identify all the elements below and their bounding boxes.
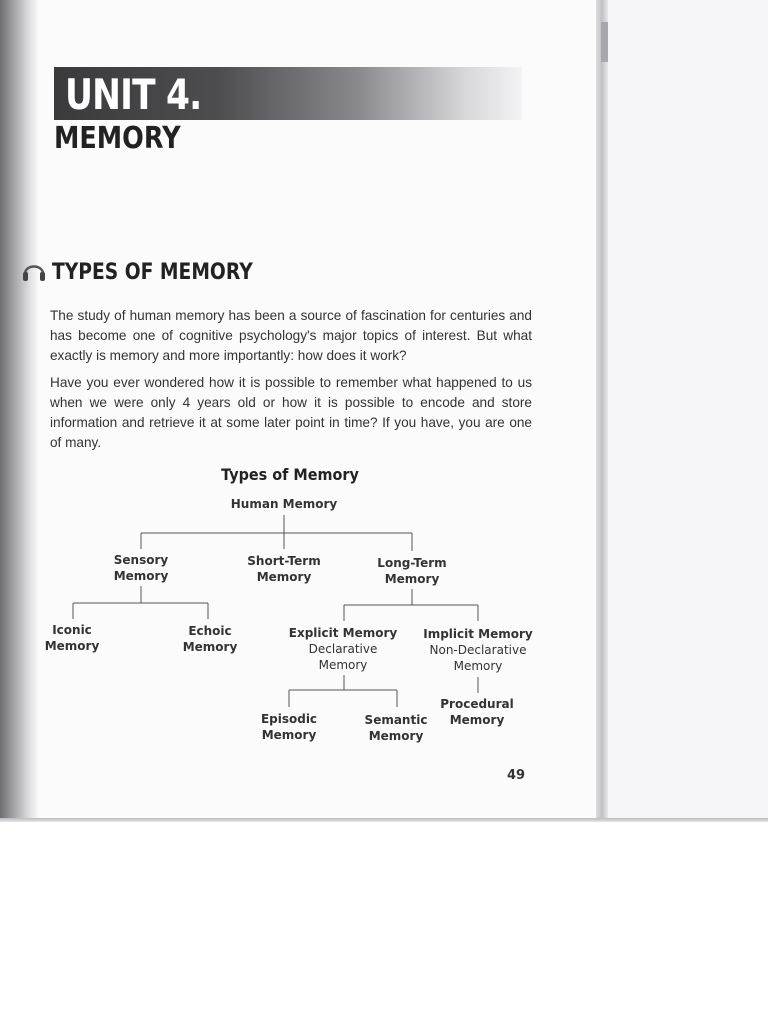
unit-subtitle: MEMORY bbox=[54, 121, 181, 156]
node-episodic-memory: Episodic Memory bbox=[260, 712, 318, 742]
node-echoic-memory: Echoic Memory bbox=[182, 624, 238, 654]
section-title: TYPES OF MEMORY bbox=[52, 260, 253, 285]
node-procedural-memory: Procedural Memory bbox=[440, 697, 514, 727]
node-short-term-memory: Short-Term Memory bbox=[247, 554, 321, 584]
page-number: 49 bbox=[506, 768, 526, 783]
node-explicit-memory: Explicit Memory Declarative Memory bbox=[288, 626, 398, 672]
question-paragraph: Have you ever wondered how it is possible to remember what happened to us when we were only 4 years old or how it is possible to encode and store information and retrieve it at some later point in time? If you have, you are one of many. bbox=[50, 375, 532, 450]
diagram-title: Types of Memory bbox=[221, 465, 359, 484]
node-human-memory: Human Memory bbox=[230, 497, 338, 511]
node-implicit-memory: Implicit Memory Non-Declarative Memory bbox=[423, 627, 533, 673]
intro-paragraph: The study of human memory has been a source of fascination for centuries and has become one of cognitive psychology's major topics of interest. But what exactly is memory and more importantly: how does it work? bbox=[50, 308, 532, 363]
node-sensory-memory: Sensory Memory bbox=[113, 553, 169, 583]
node-long-term-memory: Long-Term Memory bbox=[377, 556, 447, 586]
node-semantic-memory: Semantic Memory bbox=[364, 713, 428, 743]
unit-title: UNIT 4. bbox=[65, 70, 202, 119]
node-iconic-memory: Iconic Memory bbox=[44, 623, 100, 653]
